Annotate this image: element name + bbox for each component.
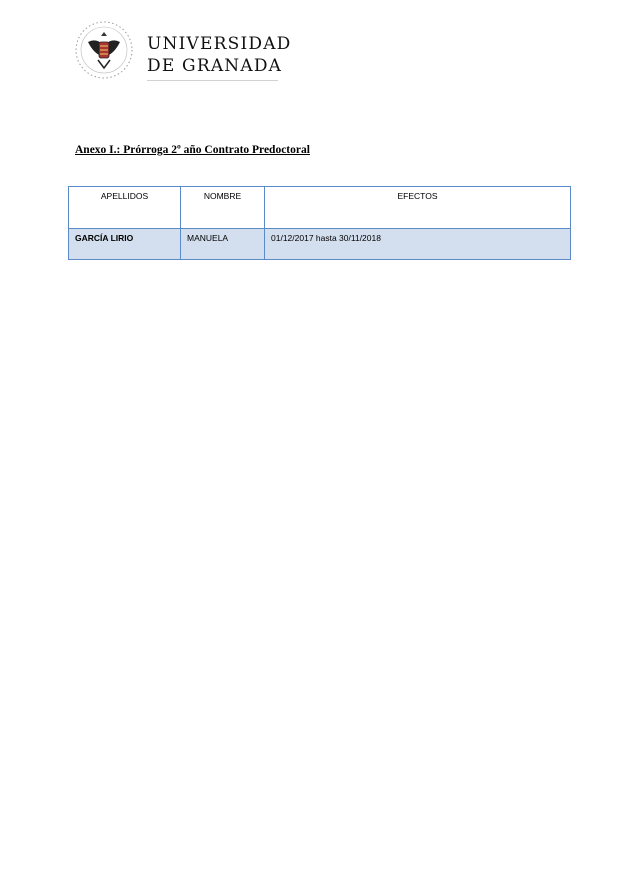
cell-apellidos: GARCÍA LIRIO bbox=[69, 229, 181, 260]
university-logo bbox=[74, 20, 292, 84]
column-header-nombre: NOMBRE bbox=[181, 187, 265, 229]
university-name-line1: UNIVERSIDAD bbox=[147, 34, 292, 54]
table-header-row bbox=[69, 187, 571, 229]
cell-efectos: 01/12/2017 hasta 30/11/2018 bbox=[265, 229, 571, 260]
logo-divider bbox=[147, 80, 278, 81]
column-header-apellidos: APELLIDOS bbox=[69, 187, 181, 229]
university-name-line2: DE GRANADA bbox=[147, 56, 283, 76]
university-crest-icon bbox=[74, 20, 134, 80]
column-header-efectos: EFECTOS bbox=[265, 187, 571, 229]
university-name bbox=[147, 33, 292, 77]
table-row bbox=[69, 229, 571, 260]
beneficiary-table bbox=[68, 186, 571, 260]
annex-title: Anexo I.: Prórroga 2º año Contrato Predoctoral bbox=[75, 144, 310, 156]
cell-nombre: MANUELA bbox=[181, 229, 265, 260]
